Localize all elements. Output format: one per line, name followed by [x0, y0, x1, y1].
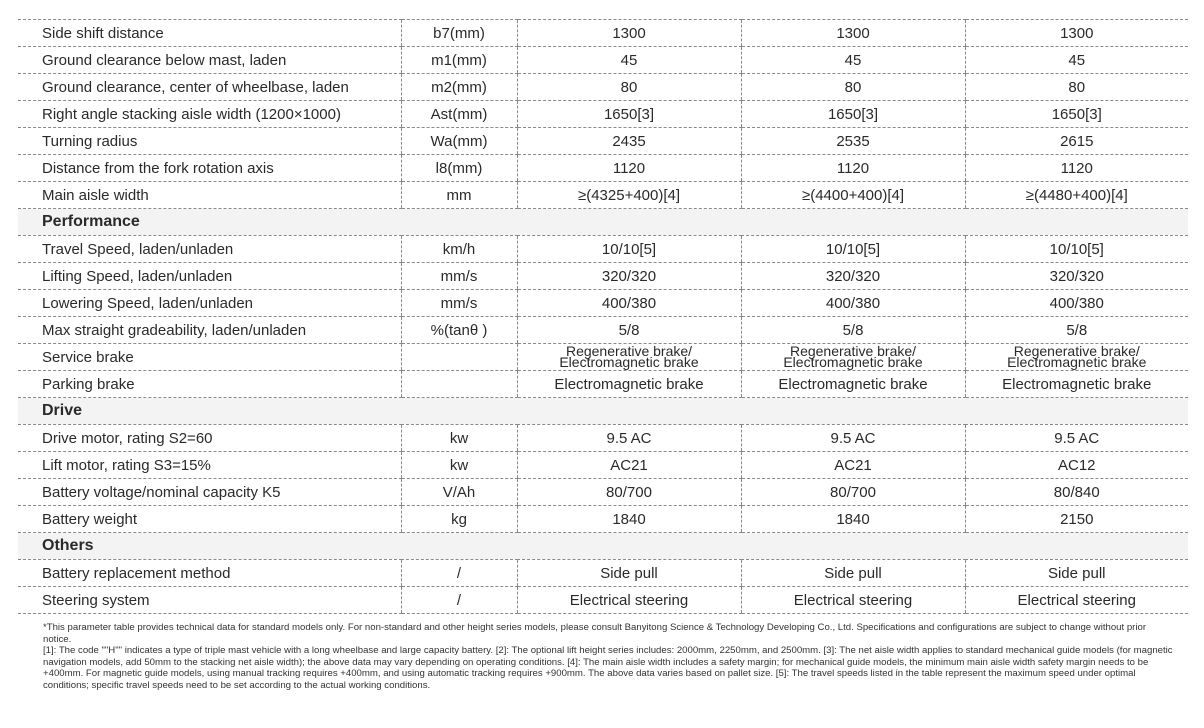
table-row — [18, 506, 1188, 533]
table-row — [18, 263, 1188, 290]
model-3-value: 1650[3] — [965, 101, 1188, 128]
table-row — [18, 479, 1188, 506]
section-header — [18, 209, 1188, 236]
parameter-unit: / — [401, 560, 517, 587]
model-3-value: 400/380 — [965, 290, 1188, 317]
model-1-value: 400/380 — [517, 290, 741, 317]
parameter-unit: b7(mm) — [401, 20, 517, 47]
model-2-value: 1840 — [741, 506, 965, 533]
parameter-unit: kw — [401, 425, 517, 452]
model-3-value: 45 — [965, 47, 1188, 74]
model-3-value: 80/840 — [965, 479, 1188, 506]
table-row — [18, 74, 1188, 101]
model-2-value: 5/8 — [741, 317, 965, 344]
model-2-value: Electromagnetic brake — [741, 371, 965, 398]
model-1-value: Electromagnetic brake — [517, 371, 741, 398]
parameter-unit: V/Ah — [401, 479, 517, 506]
section-title: Performance — [18, 209, 1188, 236]
section-header — [18, 398, 1188, 425]
parameter-unit — [401, 344, 517, 371]
model-1-value: 320/320 — [517, 263, 741, 290]
model-3-value: 9.5 AC — [965, 425, 1188, 452]
model-2-value: Regenerative brake/ Electromagnetic brake — [741, 344, 965, 371]
parameter-name: Drive motor, rating S2=60 — [18, 425, 401, 452]
section-title: Drive — [18, 398, 1188, 425]
footnote-notes: [1]: The code ""H"" indicates a type of triple mast vehicle with a long wheelbase and large capacity battery. [2]: The optional lift height series includes: 2000mm, 2250mm, and 2500mm. [3]: The net aisle width applies to standard mechanical guide models (for magnetic navigation models, add 50mm to the stacking net aisle width); the above data may vary depending on operating conditions. [4]: The main aisle width includes a safety margin; for mechanical guide models, the minimum main aisle width safety margin needs to be +400mm. For magnetic guide models, using manual tracking requires +400mm, and using automatic tracking requires +900mm. The above data varies based on pallet size. [5]: The travel speeds listed in the table represent the maximum speed under optimal conditions; specific travel speeds need to be set according to the actual working conditions. — [43, 645, 1173, 691]
section-header — [18, 533, 1188, 560]
parameter-unit: / — [401, 587, 517, 614]
parameter-unit: l8(mm) — [401, 155, 517, 182]
spec-table — [18, 19, 1188, 614]
model-1-value: Side pull — [517, 560, 741, 587]
model-3-value: 2150 — [965, 506, 1188, 533]
parameter-name: Battery weight — [18, 506, 401, 533]
model-2-value: 80/700 — [741, 479, 965, 506]
model-2-value: AC21 — [741, 452, 965, 479]
parameter-name: Ground clearance, center of wheelbase, laden — [18, 74, 401, 101]
model-3-value: 1300 — [965, 20, 1188, 47]
model-2-value: 10/10[5] — [741, 236, 965, 263]
model-1-value: 1300 — [517, 20, 741, 47]
model-2-value: ≥(4400+400)[4] — [741, 182, 965, 209]
parameter-name: Turning radius — [18, 128, 401, 155]
parameter-unit: km/h — [401, 236, 517, 263]
footnote-disclaimer: *This parameter table provides technical data for standard models only. For non-standard and other height series models, please consult Banyitong Science & Technology Developing Co., Ltd. Specifications and configurations are subject to change without prior notice. — [43, 622, 1147, 645]
model-3-value: Side pull — [965, 560, 1188, 587]
parameter-name: Travel Speed, laden/unladen — [18, 236, 401, 263]
model-2-value: 80 — [741, 74, 965, 101]
model-1-value: 80 — [517, 74, 741, 101]
model-2-value: Side pull — [741, 560, 965, 587]
model-3-value: AC12 — [965, 452, 1188, 479]
parameter-unit: mm/s — [401, 290, 517, 317]
table-row — [18, 317, 1188, 344]
model-1-value: 45 — [517, 47, 741, 74]
parameter-unit: %(tanθ ) — [401, 317, 517, 344]
table-row — [18, 128, 1188, 155]
parameter-name: Max straight gradeability, laden/unladen — [18, 317, 401, 344]
model-1-value: 10/10[5] — [517, 236, 741, 263]
model-2-value: 2535 — [741, 128, 965, 155]
model-3-value: Electromagnetic brake — [965, 371, 1188, 398]
table-row — [18, 47, 1188, 74]
table-row — [18, 290, 1188, 317]
model-2-value: 1120 — [741, 155, 965, 182]
parameter-unit: m1(mm) — [401, 47, 517, 74]
table-row — [18, 371, 1188, 398]
model-2-value: 1300 — [741, 20, 965, 47]
model-3-value: 10/10[5] — [965, 236, 1188, 263]
model-3-value: 320/320 — [965, 263, 1188, 290]
table-row — [18, 236, 1188, 263]
table-row — [18, 425, 1188, 452]
parameter-name: Lowering Speed, laden/unladen — [18, 290, 401, 317]
model-3-value: 80 — [965, 74, 1188, 101]
table-row — [18, 452, 1188, 479]
parameter-unit: kw — [401, 452, 517, 479]
model-3-value: 5/8 — [965, 317, 1188, 344]
table-row — [18, 560, 1188, 587]
model-2-value: 1650[3] — [741, 101, 965, 128]
model-3-value: 1120 — [965, 155, 1188, 182]
parameter-name: Battery replacement method — [18, 560, 401, 587]
parameter-name: Right angle stacking aisle width (1200×1000) — [18, 101, 401, 128]
parameter-name: Lifting Speed, laden/unladen — [18, 263, 401, 290]
table-row — [18, 155, 1188, 182]
model-2-value: 9.5 AC — [741, 425, 965, 452]
parameter-name: Ground clearance below mast, laden — [18, 47, 401, 74]
model-1-value: Regenerative brake/ Electromagnetic brake — [517, 344, 741, 371]
model-1-value: 1120 — [517, 155, 741, 182]
model-3-value: Electrical steering — [965, 587, 1188, 614]
model-3-value: ≥(4480+400)[4] — [965, 182, 1188, 209]
parameter-unit: mm/s — [401, 263, 517, 290]
table-row — [18, 344, 1188, 371]
model-3-value: Regenerative brake/ Electromagnetic brake — [965, 344, 1188, 371]
table-row — [18, 587, 1188, 614]
model-1-value: 2435 — [517, 128, 741, 155]
spec-table-body — [18, 20, 1188, 614]
parameter-name: Parking brake — [18, 371, 401, 398]
model-1-value: 80/700 — [517, 479, 741, 506]
parameter-name: Steering system — [18, 587, 401, 614]
parameter-unit: kg — [401, 506, 517, 533]
parameter-unit — [401, 371, 517, 398]
parameter-name: Service brake — [18, 344, 401, 371]
model-1-value: 9.5 AC — [517, 425, 741, 452]
model-2-value: Electrical steering — [741, 587, 965, 614]
parameter-unit: m2(mm) — [401, 74, 517, 101]
model-1-value: 1840 — [517, 506, 741, 533]
parameter-name: Lift motor, rating S3=15% — [18, 452, 401, 479]
model-1-value: 1650[3] — [517, 101, 741, 128]
model-2-value: 320/320 — [741, 263, 965, 290]
model-1-value: Electrical steering — [517, 587, 741, 614]
parameter-unit: mm — [401, 182, 517, 209]
model-3-value: 2615 — [965, 128, 1188, 155]
parameter-unit: Wa(mm) — [401, 128, 517, 155]
model-2-value: 400/380 — [741, 290, 965, 317]
section-title: Others — [18, 533, 1188, 560]
table-row — [18, 101, 1188, 128]
spec-table-container — [18, 19, 1188, 614]
parameter-name: Main aisle width — [18, 182, 401, 209]
model-1-value: AC21 — [517, 452, 741, 479]
table-row — [18, 20, 1188, 47]
parameter-name: Battery voltage/nominal capacity K5 — [18, 479, 401, 506]
model-2-value: 45 — [741, 47, 965, 74]
parameter-unit: Ast(mm) — [401, 101, 517, 128]
parameter-name: Distance from the fork rotation axis — [18, 155, 401, 182]
model-1-value: ≥(4325+400)[4] — [517, 182, 741, 209]
footnotes — [43, 622, 1173, 692]
parameter-name: Side shift distance — [18, 20, 401, 47]
model-1-value: 5/8 — [517, 317, 741, 344]
table-row — [18, 182, 1188, 209]
